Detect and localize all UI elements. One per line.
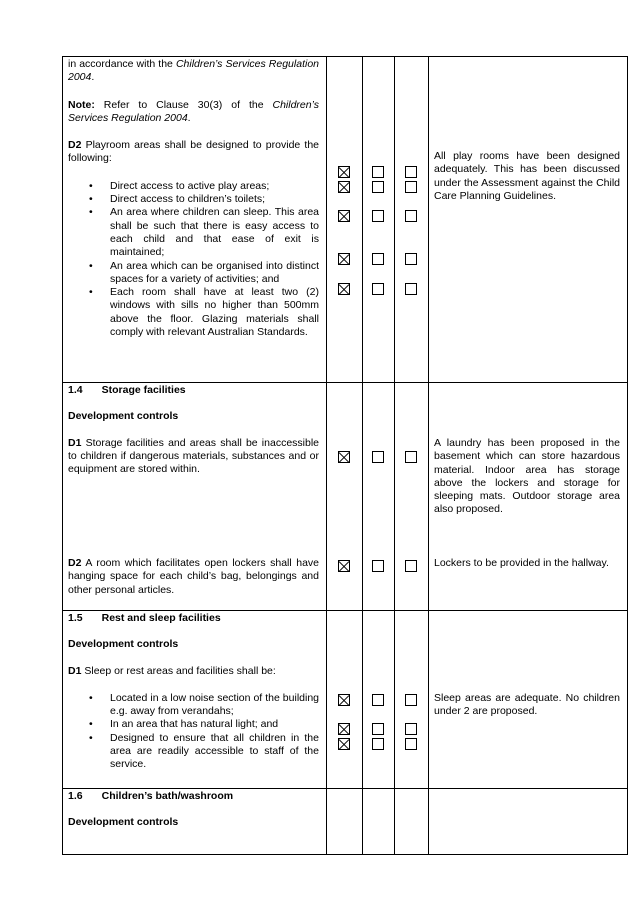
not-applicable-checkbox[interactable] <box>405 694 417 706</box>
not-applicable-checkbox[interactable] <box>405 451 417 463</box>
complies-checkbox[interactable] <box>338 694 350 706</box>
list-item: • An area where children can sleep. This area shall be such that there is easy access to each child and that ease of exit is maintained; <box>68 206 319 259</box>
list-item: • Located in a low noise section of the building e.g. away from verandahs; <box>68 692 319 719</box>
control-d2-lockers: D2 A room which facilitates open lockers shall have hanging space for each child’s bag, belongings and other personal articles. <box>68 557 319 596</box>
list-item: • Each room shall have at least two (2) windows with sills no higher than 500mm above the floor. Glazing materials shall comply with relevant Australian Standards. <box>68 286 319 339</box>
not-applicable-checkbox[interactable] <box>405 253 417 265</box>
subheading: Development controls <box>68 410 179 423</box>
row1-description <box>68 58 319 339</box>
list-item: • An area which can be organised into distinct spaces for a variety of activities; and <box>68 260 319 287</box>
complies-checkbox[interactable] <box>338 166 350 178</box>
complies-checkbox[interactable] <box>338 283 350 295</box>
not-applicable-checkbox[interactable] <box>405 560 417 572</box>
control-d1-sleep: D1 Sleep or rest areas and facilities shall be: <box>68 664 276 677</box>
not-applicable-checkbox[interactable] <box>405 723 417 735</box>
complies-checkbox[interactable] <box>338 560 350 572</box>
sleep-requirements-list <box>68 692 319 772</box>
row2-d1-comment: A laundry has been proposed in the basement which can store hazardous material. Indoor area has storage above the lockers and storage for sleeping mats. Outdoor storage area also proposed. <box>434 437 620 516</box>
not-applicable-checkbox[interactable] <box>405 166 417 178</box>
regulation-note: Note: Refer to Clause 30(3) of the Children’s Services Regulation 2004. <box>68 98 319 124</box>
section-heading: 1.6 Children’s bath/washroom <box>68 790 234 802</box>
control-d1-storage: D1 Storage facilities and areas shall be inaccessible to children if dangerous materials, substances and or equipment are stored within. <box>68 436 319 476</box>
subheading: Development controls <box>68 638 179 651</box>
does-not-comply-checkbox[interactable] <box>372 210 384 222</box>
column-divider <box>428 56 429 855</box>
column-divider <box>362 56 363 855</box>
row3-description <box>68 612 319 772</box>
table-border-right <box>627 56 628 855</box>
does-not-comply-checkbox[interactable] <box>372 451 384 463</box>
complies-checkbox[interactable] <box>338 451 350 463</box>
row4-description <box>68 790 319 830</box>
row2-description-d2 <box>68 557 319 597</box>
complies-checkbox[interactable] <box>338 181 350 193</box>
regulation-intro: in accordance with the Children’s Services Regulation 2004. <box>68 58 319 84</box>
section-heading: 1.4 Storage facilities <box>68 384 186 396</box>
list-item: • Designed to ensure that all children in the area are readily accessible to staff of the service. <box>68 732 319 772</box>
not-applicable-checkbox[interactable] <box>405 738 417 750</box>
row2-d2-comment: Lockers to be provided in the hallway. <box>434 557 609 569</box>
row2-description <box>68 384 319 476</box>
row-divider <box>62 382 628 383</box>
not-applicable-checkbox[interactable] <box>405 283 417 295</box>
row-divider <box>62 610 628 611</box>
row-divider <box>62 788 628 789</box>
does-not-comply-checkbox[interactable] <box>372 723 384 735</box>
section-heading: 1.5 Rest and sleep facilities <box>68 612 221 624</box>
list-item: • Direct access to children’s toilets; <box>68 193 319 206</box>
does-not-comply-checkbox[interactable] <box>372 181 384 193</box>
does-not-comply-checkbox[interactable] <box>372 560 384 572</box>
does-not-comply-checkbox[interactable] <box>372 694 384 706</box>
subheading: Development controls <box>68 816 179 829</box>
row1-comment: All play rooms have been designed adequately. This has been discussed under the Assessment against the Child Care Planning Guidelines. <box>434 150 620 202</box>
table-border-bottom <box>62 854 628 855</box>
list-item: • Direct access to active play areas; <box>68 180 319 193</box>
does-not-comply-checkbox[interactable] <box>372 166 384 178</box>
column-divider <box>394 56 395 855</box>
complies-checkbox[interactable] <box>338 210 350 222</box>
not-applicable-checkbox[interactable] <box>405 210 417 222</box>
complies-checkbox[interactable] <box>338 738 350 750</box>
control-d2-playroom: D2 Playroom areas shall be designed to provide the following: <box>68 139 319 165</box>
does-not-comply-checkbox[interactable] <box>372 283 384 295</box>
table-border-left <box>62 56 63 855</box>
not-applicable-checkbox[interactable] <box>405 181 417 193</box>
playroom-requirements-list <box>68 180 319 340</box>
list-item: • In an area that has natural light; and <box>68 718 319 731</box>
does-not-comply-checkbox[interactable] <box>372 253 384 265</box>
complies-checkbox[interactable] <box>338 253 350 265</box>
complies-checkbox[interactable] <box>338 723 350 735</box>
table-border-top <box>62 56 628 57</box>
row3-comment: Sleep areas are adequate. No children under 2 are proposed. <box>434 692 620 718</box>
compliance-table <box>62 56 628 855</box>
does-not-comply-checkbox[interactable] <box>372 738 384 750</box>
column-divider <box>326 56 327 855</box>
